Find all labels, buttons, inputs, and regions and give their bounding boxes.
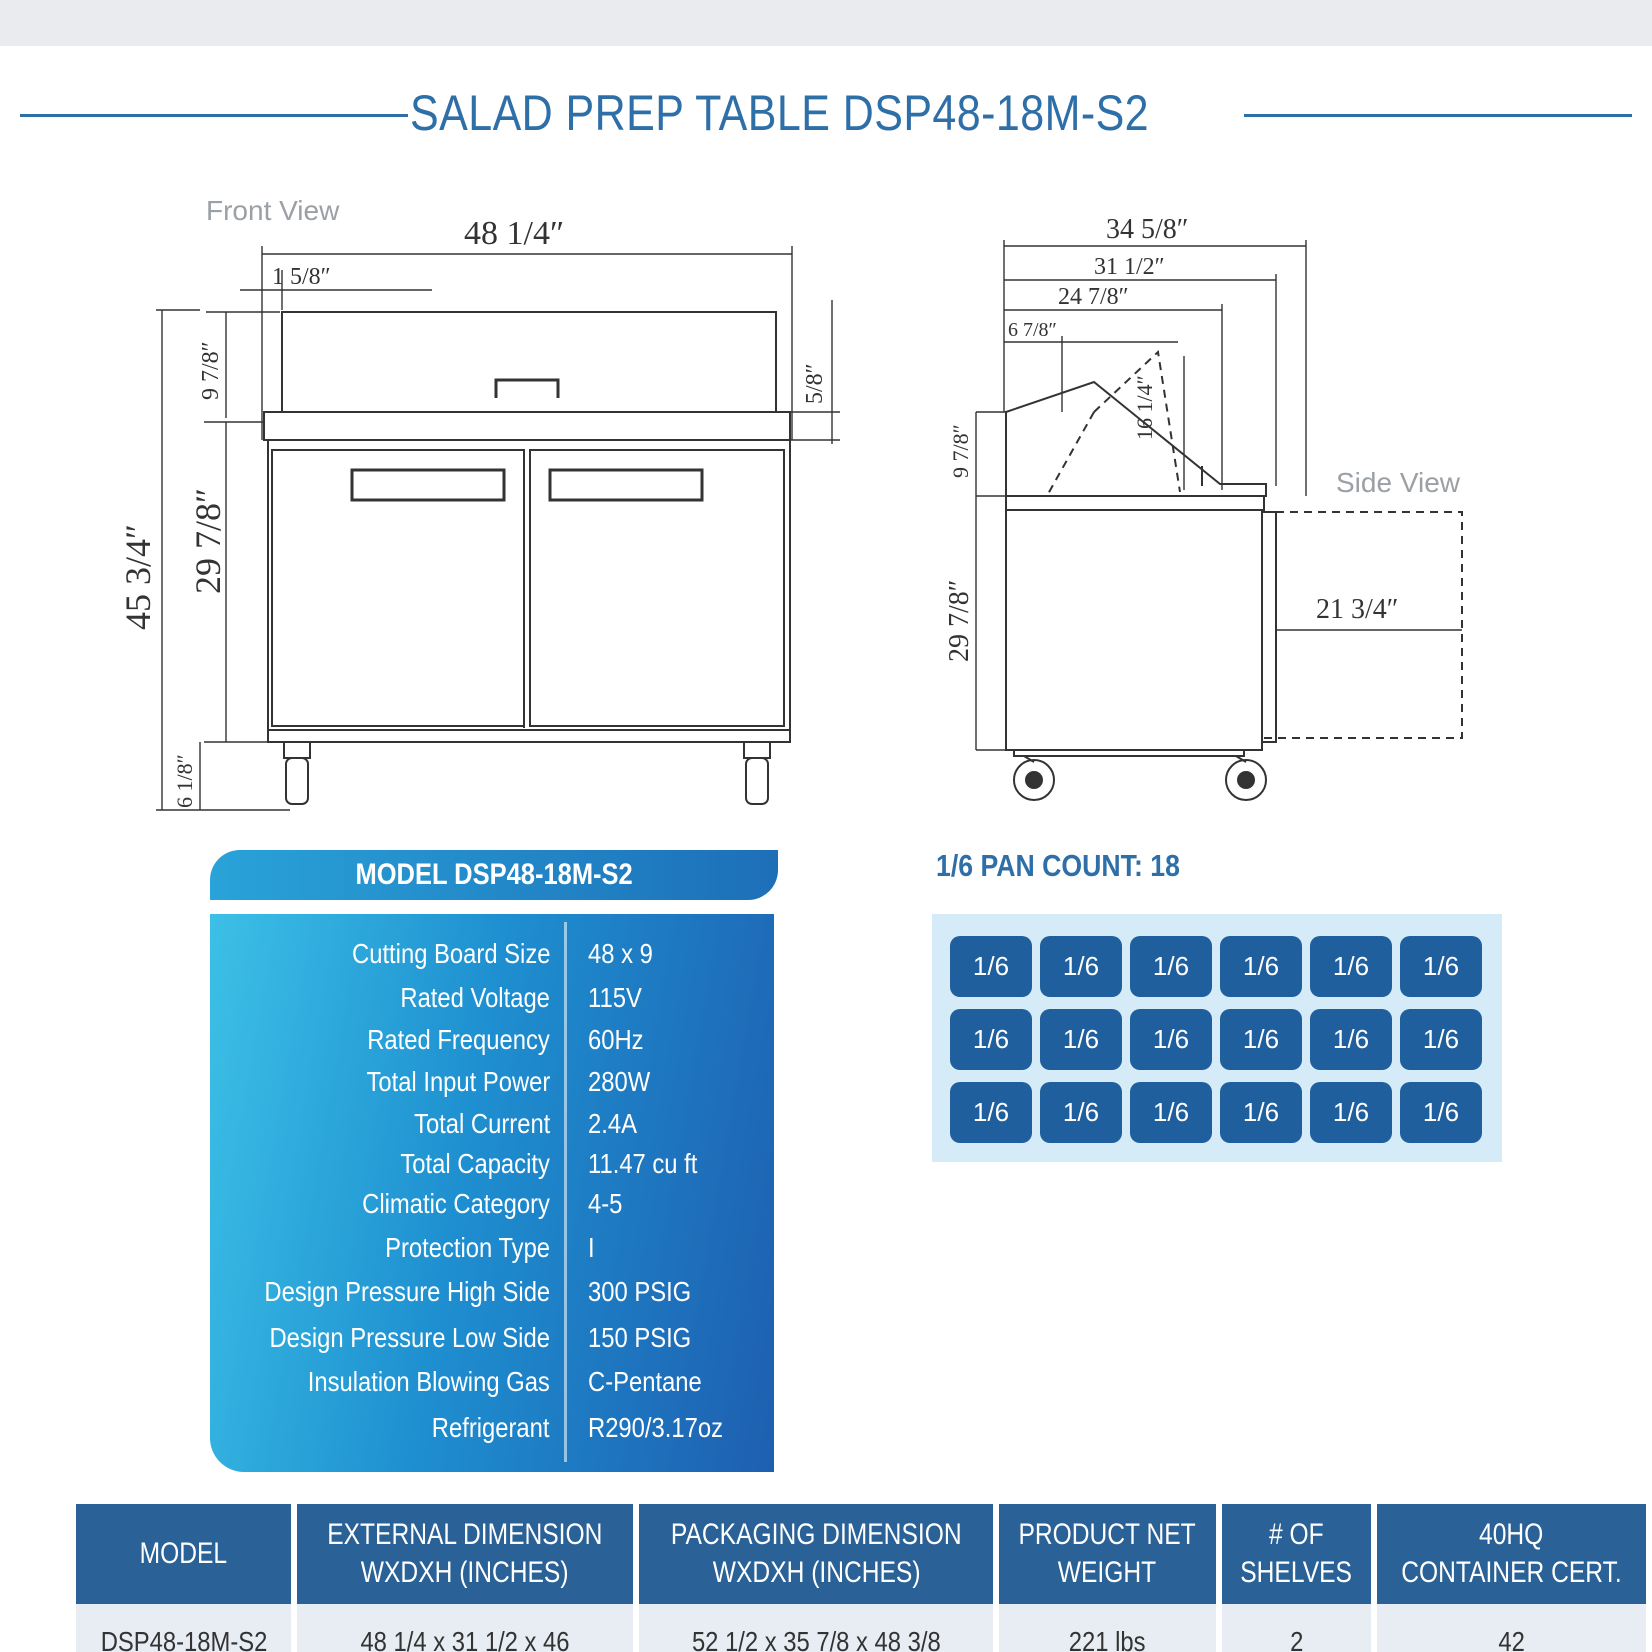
spec-row: [210, 982, 774, 1022]
spec-label: Climatic Category: [362, 1188, 550, 1219]
pan-slot: 1/6: [1130, 1009, 1212, 1070]
header-text: SHELVES: [1240, 1556, 1353, 1589]
dim-depth-3: 24 7/8″: [1058, 284, 1129, 310]
spec-label: Rated Voltage: [400, 982, 550, 1013]
page-title: SALAD PREP TABLE DSP48-18M-S2: [410, 85, 1150, 141]
header-net-weight: [999, 1504, 1215, 1604]
header-packaging-dimension: [639, 1504, 994, 1604]
pan-slot: 1/6: [950, 936, 1032, 997]
table-header-row: [76, 1504, 1646, 1604]
model-card-header: [210, 850, 778, 900]
header-model: [76, 1504, 291, 1604]
spec-value: 280W: [588, 1066, 651, 1097]
header-text: 40HQ: [1479, 1518, 1544, 1551]
spec-label: Total Input Power: [366, 1066, 550, 1097]
spec-value: 11.47 cu ft: [588, 1148, 698, 1179]
cell-text: 48 1/4 x 31 1/2 x 46: [360, 1626, 570, 1652]
header-text: MODEL: [139, 1537, 228, 1570]
spec-label: Rated Frequency: [367, 1024, 550, 1055]
dim-offset: 1 5/8″: [272, 264, 331, 290]
spec-table: [70, 1504, 1652, 1652]
spec-label: Protection Type: [385, 1232, 550, 1263]
header-external-dimension: [297, 1504, 633, 1604]
cell-text: 2: [1289, 1626, 1303, 1652]
pan-slot: 1/6: [1040, 1009, 1122, 1070]
cell-external-dimension: [297, 1604, 633, 1652]
dim-lid-depth: 16 1/4″: [1132, 375, 1157, 440]
cell-text: 221 lbs: [1069, 1626, 1146, 1652]
spec-value: 300 PSIG: [588, 1276, 692, 1307]
pan-grid: [950, 936, 1482, 1143]
header-text: WXDXH (INCHES): [361, 1556, 569, 1589]
spec-label: Total Current: [413, 1108, 550, 1139]
pan-slot: 1/6: [950, 1082, 1032, 1143]
front-view-label: Front View: [206, 195, 340, 226]
spec-value: 4-5: [588, 1188, 623, 1219]
header-text: PACKAGING DIMENSION: [670, 1518, 962, 1551]
pan-slot: 1/6: [1310, 936, 1392, 997]
dim-work-height: 29 7/8″: [188, 488, 228, 594]
spec-row: [210, 1276, 774, 1316]
spec-value: 60Hz: [588, 1024, 644, 1055]
dim-depth-overall: 34 5/8″: [1106, 214, 1189, 245]
header-text: CONTAINER CERT.: [1401, 1556, 1622, 1589]
spec-row: [210, 1148, 774, 1188]
header-text: PRODUCT NET: [1018, 1518, 1197, 1551]
spec-row: [210, 1412, 774, 1452]
cell-container-cert: [1377, 1604, 1646, 1652]
dim-caster-height: 6 1/8″: [172, 754, 197, 808]
dim-overall-width: 48 1/4″: [464, 215, 565, 252]
spec-value: 48 x 9: [588, 938, 653, 969]
spec-row: [210, 1232, 774, 1272]
model-spec-card: [210, 914, 774, 1472]
cell-packaging-dimension: [639, 1604, 994, 1652]
spec-value: C-Pentane: [588, 1366, 702, 1397]
spec-label: Total Capacity: [400, 1148, 550, 1179]
header-text: EXTERNAL DIMENSION: [327, 1518, 603, 1551]
cell-model: [76, 1604, 291, 1652]
spec-value: I: [588, 1232, 595, 1263]
pan-slot: 1/6: [1220, 936, 1302, 997]
dim-door-swing: 21 3/4″: [1316, 594, 1399, 625]
pan-slot: 1/6: [1310, 1009, 1392, 1070]
spec-label: Design Pressure Low Side: [269, 1322, 550, 1353]
spec-value: 150 PSIG: [588, 1322, 692, 1353]
spec-row: [210, 1322, 774, 1362]
dim-overall-height: 45 3/4″: [118, 524, 158, 630]
cell-text: 42: [1498, 1626, 1525, 1652]
dim-depth-2: 31 1/2″: [1094, 254, 1165, 280]
pan-slot: 1/6: [1400, 1009, 1482, 1070]
dim-lid-height: 9 7/8″: [198, 341, 224, 400]
header-container-cert: [1377, 1504, 1646, 1604]
dim-top-edge: 5/8″: [802, 363, 828, 404]
pan-slot: 1/6: [1130, 1082, 1212, 1143]
pan-slot: 1/6: [1400, 1082, 1482, 1143]
header-text: # OF: [1268, 1518, 1324, 1551]
model-card-title: MODEL DSP48-18M-S2: [355, 858, 633, 891]
pan-slot: 1/6: [950, 1009, 1032, 1070]
pan-layout-panel: [932, 914, 1502, 1162]
spec-label: Design Pressure High Side: [264, 1276, 550, 1307]
side-view-label: Side View: [1336, 467, 1461, 498]
dim-side-work-height: 29 7/8″: [944, 579, 975, 662]
spec-value: 2.4A: [588, 1108, 637, 1139]
spec-row: [210, 1024, 774, 1064]
spec-row: [210, 1188, 774, 1228]
cell-text: 52 1/2 x 35 7/8 x 48 3/8: [691, 1626, 941, 1652]
spec-label: Insulation Blowing Gas: [307, 1366, 550, 1397]
header-text: WEIGHT: [1058, 1556, 1157, 1589]
cell-text: DSP48-18M-S2: [100, 1626, 267, 1652]
spec-row: [210, 1108, 774, 1148]
cell-net-weight: [999, 1604, 1215, 1652]
spec-label: Cutting Board Size: [351, 938, 550, 969]
cell-shelves: [1222, 1604, 1372, 1652]
pan-slot: 1/6: [1310, 1082, 1392, 1143]
pan-count-title: 1/6 PAN COUNT: 18: [936, 848, 1180, 883]
header-shelves: [1222, 1504, 1372, 1604]
pan-slot: 1/6: [1040, 1082, 1122, 1143]
spec-row: [210, 938, 774, 978]
side-view-outline: [1006, 352, 1462, 800]
pan-slot: 1/6: [1220, 1082, 1302, 1143]
header-text: WXDXH (INCHES): [712, 1556, 921, 1589]
spec-row: [210, 1066, 774, 1106]
dim-side-lid-height: 9 7/8″: [948, 424, 973, 478]
spec-row: [210, 1366, 774, 1406]
spec-label: Refrigerant: [432, 1412, 550, 1443]
dim-depth-4: 6 7/8″: [1008, 319, 1057, 341]
spec-value: 115V: [588, 982, 642, 1013]
pan-slot: 1/6: [1130, 936, 1212, 997]
pan-slot: 1/6: [1040, 936, 1122, 997]
spec-value: R290/3.17oz: [588, 1412, 723, 1443]
front-view-outline: [264, 312, 790, 804]
table-row: [76, 1604, 1646, 1652]
pan-slot: 1/6: [1400, 936, 1482, 997]
pan-slot: 1/6: [1220, 1009, 1302, 1070]
